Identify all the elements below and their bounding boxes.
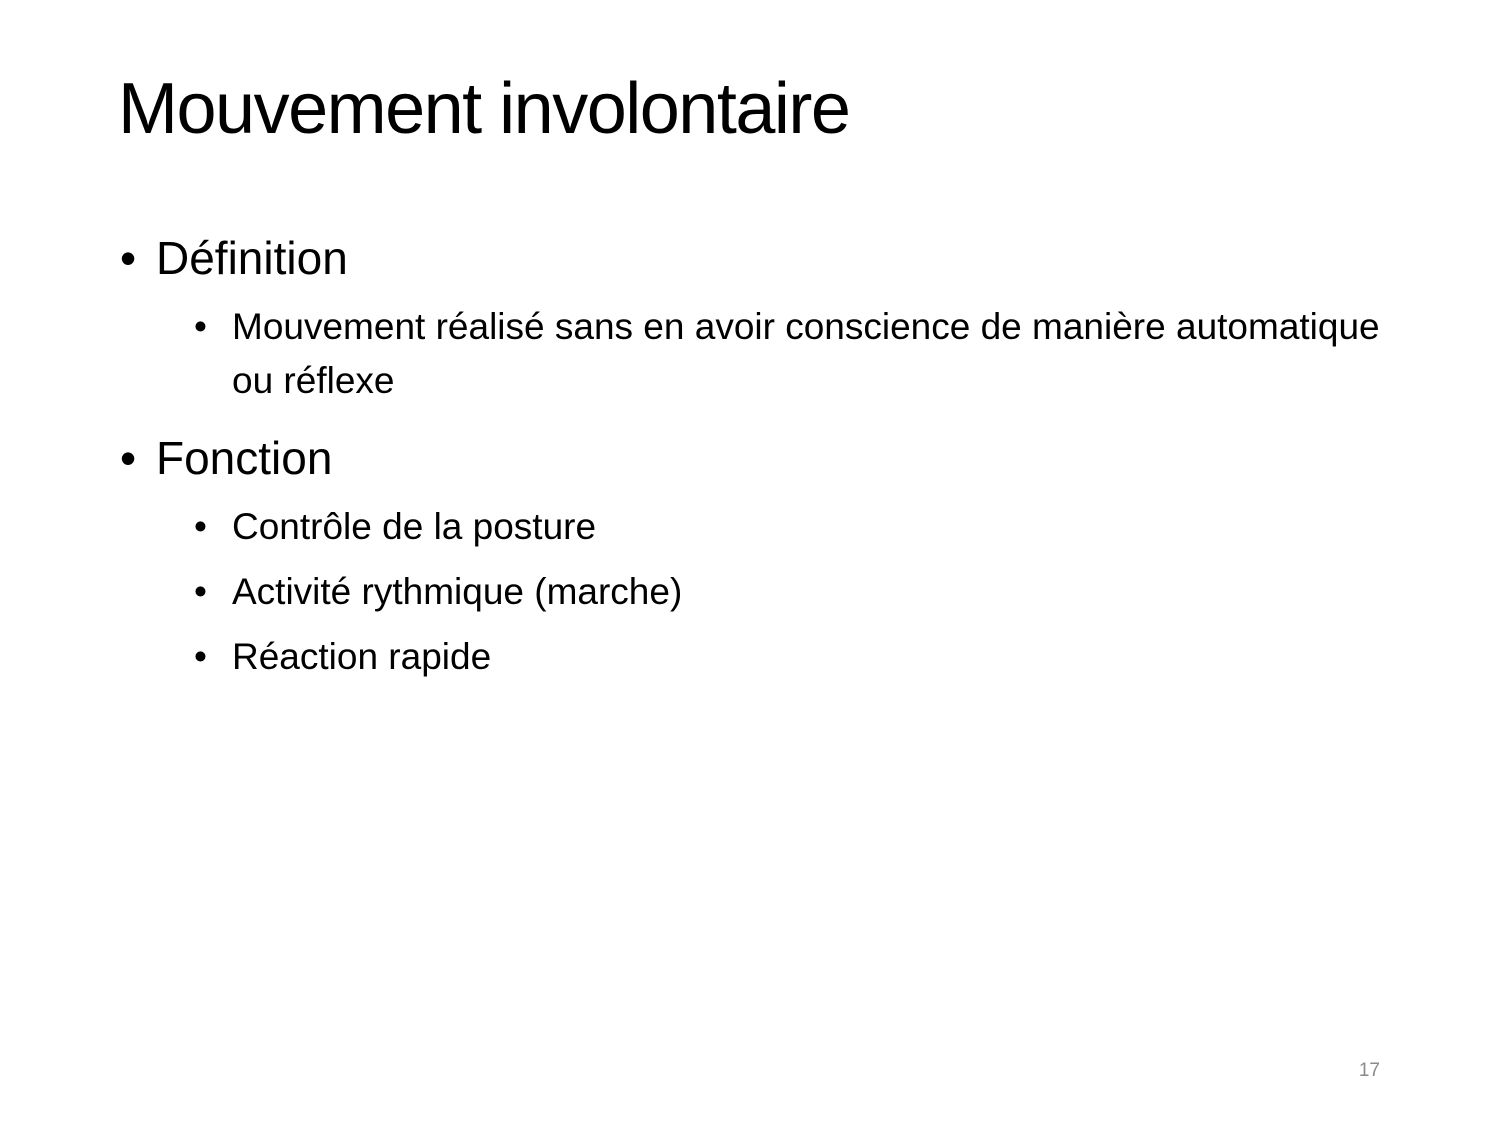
sub-bullet-label: Mouvement réalisé sans en avoir conscience de manière automatique ou réflexe: [232, 306, 1380, 401]
bullet-marker: •: [194, 636, 207, 677]
definition-sublist: [118, 300, 1398, 408]
bullet-marker: •: [194, 571, 207, 612]
sub-bullet-label: Activité rythmique (marche): [232, 571, 683, 612]
bullet-marker: •: [194, 506, 207, 547]
fonction-sublist: [118, 500, 1398, 684]
bullet-marker: •: [194, 306, 207, 347]
bullet-definition: [118, 226, 1398, 290]
page-number: 17: [1358, 1060, 1380, 1081]
sub-bullet-posture: [118, 500, 1398, 554]
sub-bullet-rythmique: [118, 565, 1398, 619]
bullet-fonction-label: Fonction: [156, 432, 333, 484]
bullet-marker: •: [120, 432, 137, 484]
sub-bullet-label: Contrôle de la posture: [232, 506, 597, 547]
bullet-fonction: [118, 426, 1398, 490]
sub-bullet-label: Réaction rapide: [232, 636, 492, 677]
slide-title: Mouvement involontaire: [118, 69, 850, 149]
bullet-definition-label: Définition: [156, 232, 348, 284]
sub-bullet-definition-text: [118, 300, 1398, 408]
slide-content: [118, 226, 1398, 702]
bullet-marker: •: [120, 232, 137, 284]
sub-bullet-reaction: [118, 630, 1398, 684]
